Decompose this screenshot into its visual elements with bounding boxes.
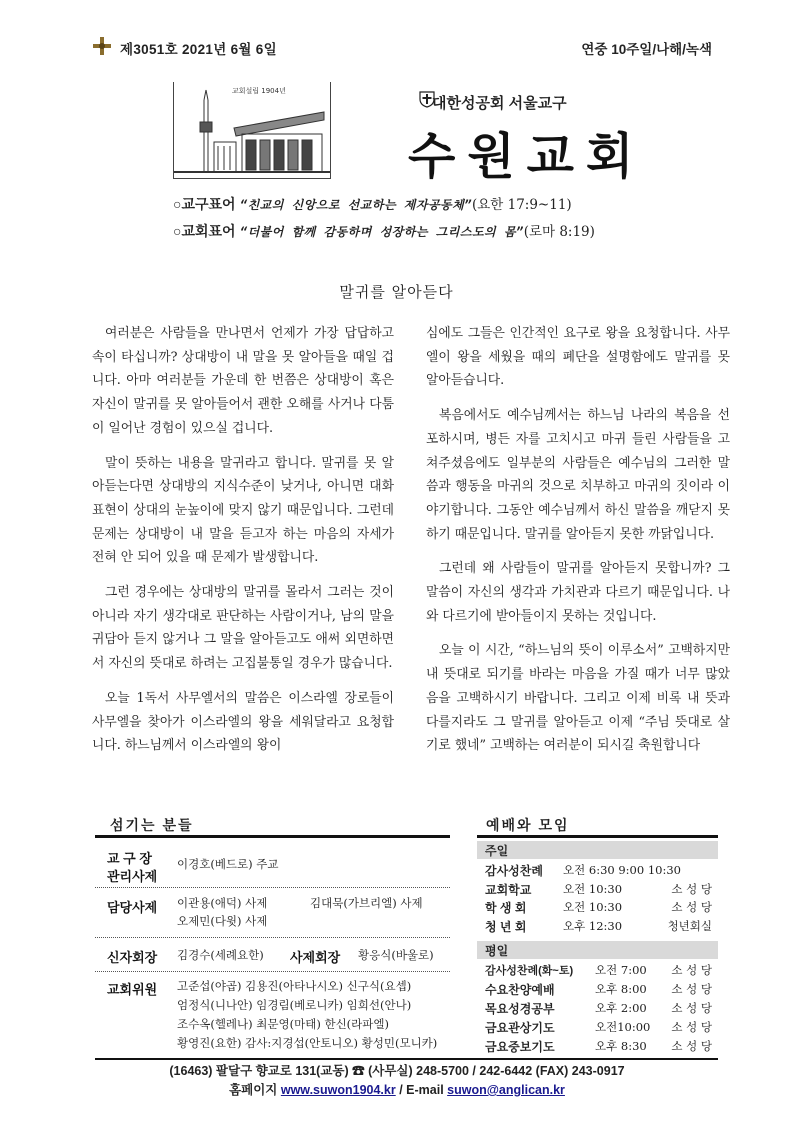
service-time: 오전 6:30 9:00 10:30 <box>563 863 681 877</box>
lay-president-label: 신자회장 <box>107 950 158 965</box>
service-name: 감사성찬례 <box>485 864 543 878</box>
issue-date: 제3051호 2021년 6월 6일 <box>120 42 277 57</box>
sunday-header <box>477 841 718 859</box>
church-motto <box>173 220 595 241</box>
bishop-label: 교 구 장 <box>107 851 152 866</box>
footer-address: (16463) 팔달구 향교로 131(교동) ☎ (사무실) 248-5700 / 242-6442 (FAX) 243-0917 <box>169 1064 625 1078</box>
diocese-motto <box>173 193 572 214</box>
diocese-name: 대한성공회 서울교구 <box>432 95 567 112</box>
top-bar <box>92 36 712 58</box>
ministers-row-presidents <box>95 945 450 969</box>
service-name: 학 생 회 <box>485 901 527 915</box>
sermon-right-column <box>426 322 730 769</box>
church-building-illustration <box>174 82 330 178</box>
service-place: 소 성 당 <box>671 1001 712 1015</box>
service-name: 교회학교 <box>485 883 532 897</box>
committee-line: 엄정식(니나안) 임경림(베로니카) 임희선(안나) <box>177 998 412 1012</box>
footer <box>92 1062 702 1100</box>
service-place: 소 성 당 <box>671 900 712 914</box>
priest-name: 김대묵(가브리엘) 사제 <box>310 896 423 910</box>
ministers-divider <box>95 835 450 838</box>
service-name: 청 년 회 <box>485 920 527 934</box>
ministers-row-priests <box>95 893 450 933</box>
sermon-paragraph: 복음에서도 예수님께서는 하느님 나라의 복음을 선포하시며, 병든 자를 고치시고 마귀 들린 사람들을 고쳐주셨음에도 일부분의 사람들은 예수님의 그러한 말씀과 행동을 마귀의 것으로 치부하고 마귀의 짓이라 이야기합니다. 그동안 예수님께서 하신 말씀을 깨닫지 못하기 때문입니다. 말귀를 알아듣지 못한 까닭입니다. <box>426 408 730 542</box>
footer-divider <box>95 1058 718 1060</box>
committee-line: 고준섭(야곱) 김용진(아타나시오) 신구식(요셉) <box>177 979 412 993</box>
committee-line: 조수옥(헬레나) 최문영(마태) 한신(라파엘) <box>177 1017 389 1031</box>
schedule-row <box>477 918 718 936</box>
email-label: / E-mail <box>399 1083 444 1097</box>
schedule-row <box>477 1019 718 1037</box>
service-name: 목요성경공부 <box>485 1002 555 1016</box>
service-time: 오후 2:00 <box>595 1001 647 1015</box>
ministers-row-bishop <box>95 848 450 890</box>
sermon-paragraph: 여러분은 사람들을 만나면서 언제가 가장 답답하고 속이 타십니까? 상대방이 내 말을 못 알아들을 때일 겁니다. 아마 여러분들 가운데 한 번쯤은 상대방이 혹은 자신이 말귀를 못 알아들어서 괜한 오해를 사거나 다툼이 일어난 경험이 있으실 겁니다. <box>92 326 394 436</box>
service-place: 소 성 당 <box>671 1020 712 1034</box>
service-time: 오전 7:00 <box>595 963 647 977</box>
vicar-label: 관리사제 <box>107 869 158 884</box>
liturgical-season: 연중 10주일/나해/녹색 <box>581 42 712 57</box>
row-divider <box>95 971 450 972</box>
photo-caption: 교회설립 1904년 <box>232 87 286 95</box>
weekday-label: 평일 <box>485 944 509 958</box>
church-name: 수원교회 <box>408 127 646 185</box>
service-time: 오후 12:30 <box>563 919 623 933</box>
schedule-row <box>477 881 718 899</box>
footer-contact <box>92 1081 702 1100</box>
service-name: 감사성찬례(화~토) <box>485 965 574 977</box>
weekday-header <box>477 941 718 959</box>
service-time: 오후 8:00 <box>595 982 647 996</box>
service-place: 소 성 당 <box>671 1039 712 1053</box>
sermon-paragraph: 오늘 1독서 사무엘서의 말씀은 이스라엘 장로들이 사무엘을 찾아가 이스라엘의 왕을 세워달라고 요청합니다. 하느님께서 이스라엘의 왕이 <box>92 690 394 754</box>
row-divider <box>95 887 450 888</box>
service-name: 금요중보기도 <box>485 1040 555 1054</box>
service-name: 금요관상기도 <box>485 1021 555 1035</box>
schedule-row <box>477 899 718 917</box>
service-place: 청년회실 <box>667 919 712 933</box>
email-link[interactable]: suwon@anglican.kr <box>447 1083 565 1097</box>
schedule-row <box>477 1038 718 1056</box>
priest-name: 오제민(다윗) 사제 <box>177 914 268 928</box>
service-time: 오전 10:30 <box>563 900 623 914</box>
diocese-motto-text: “친교의 신앙으로 선교하는 제자공동체” <box>239 198 472 212</box>
schedule-divider <box>477 835 718 838</box>
sermon-paragraph: 말이 뜻하는 내용을 말귀라고 합니다. 말귀를 못 알아듣는다면 상대방의 지식수준이 낮거나, 아니면 대화 표현이 상대의 눈높이에 맞지 않기 때문입니다. 그런데 문제는 상대방이 내 말을 듣고자 하는 마음의 자세가 전혀 안 되어 있을 때 문제가 발생합니다. <box>92 455 394 566</box>
sunday-label: 주일 <box>485 844 509 858</box>
church-photo <box>173 82 331 179</box>
sermon-paragraph: 그런 경우에는 상대방의 말귀를 몰라서 그러는 것이 아니라 자기 생각대로 판단하는 사람이거나, 남의 말을 귀담아 듣지 않거나 그 말을 알아듣고도 애써 외면하면서 자신의 뜻대로 하려는 고집불통일 경우가 많습니다. <box>92 585 394 672</box>
sermon-paragraph: 오늘 이 시간, “하느님의 뜻이 이루소서” 고백하지만 내 뜻대로 되기를 바라는 마음을 가질 때가 너무 많았음을 고백하시기 바랍니다. 그리고 이제 비록 내 뜻과 다를지라도 그 말귀를 알아듣고 이제 “주님 뜻대로 살기로 했네” 고백하는 여러분이 되시길 축원합니다 <box>426 643 730 754</box>
priest-president-label: 사제회장 <box>290 950 341 965</box>
sermon-paragraph: 심에도 그들은 인간적인 요구로 왕을 요청합니다. 사무엘이 왕을 세웠을 때의 폐단을 설명함에도 말귀를 못 알아듣습니다. <box>426 326 730 389</box>
lay-president-name: 김경수(세례요한) <box>177 948 264 962</box>
ministers-title: 섬기는 분들 <box>110 817 194 833</box>
bishop-name: 이경호(베드로) 주교 <box>177 857 279 871</box>
priest-president-name: 황응식(바울로) <box>358 948 434 962</box>
schedule-row <box>477 862 718 880</box>
diocese-motto-label: ○교구표어 <box>173 196 236 212</box>
service-time: 오전10:00 <box>595 1020 651 1034</box>
diocese-motto-ref: (요한 17:9~11) <box>471 197 572 213</box>
priest-name: 이관용(애덕) 사제 <box>177 896 268 910</box>
committee-label: 교회위원 <box>107 982 158 997</box>
homepage-label: 홈페이지 <box>229 1083 278 1097</box>
schedule-row <box>477 1000 718 1018</box>
service-time: 오전 10:30 <box>563 882 623 896</box>
ministers-row-committee <box>95 977 450 1057</box>
committee-line: 황영진(요한) 감사:지경섭(안토니오) 황성민(모니카) <box>177 1036 438 1050</box>
schedule-row <box>477 962 718 980</box>
church-motto-ref: (로마 8:19) <box>523 224 595 240</box>
church-motto-text: “더불어 함께 감동하며 성장하는 그리스도의 몸” <box>239 225 524 239</box>
service-place: 소 성 당 <box>671 963 712 977</box>
church-motto-label: ○교회표어 <box>173 223 236 239</box>
sermon-left-column <box>92 322 394 769</box>
service-place: 소 성 당 <box>671 882 712 896</box>
schedule-row <box>477 981 718 999</box>
row-divider <box>95 937 450 938</box>
homepage-link[interactable]: www.suwon1904.kr <box>280 1083 396 1097</box>
sermon-paragraph: 그런데 왜 사람들이 말귀를 알아듣지 못합니까? 그 말씀이 자신의 생각과 가치관과 다르기 때문입니다. 나와 다르기에 받아들이지 못하는 것입니다. <box>426 561 730 624</box>
service-time: 오후 8:30 <box>595 1039 647 1053</box>
priests-label: 담당사제 <box>107 900 158 915</box>
anglican-cross-icon <box>92 36 112 56</box>
service-name: 수요찬양예배 <box>485 983 555 997</box>
service-place: 소 성 당 <box>671 982 712 996</box>
schedule-title: 예배와 모임 <box>486 817 570 833</box>
sermon-title: 말귀를 알아듣다 <box>339 283 454 301</box>
